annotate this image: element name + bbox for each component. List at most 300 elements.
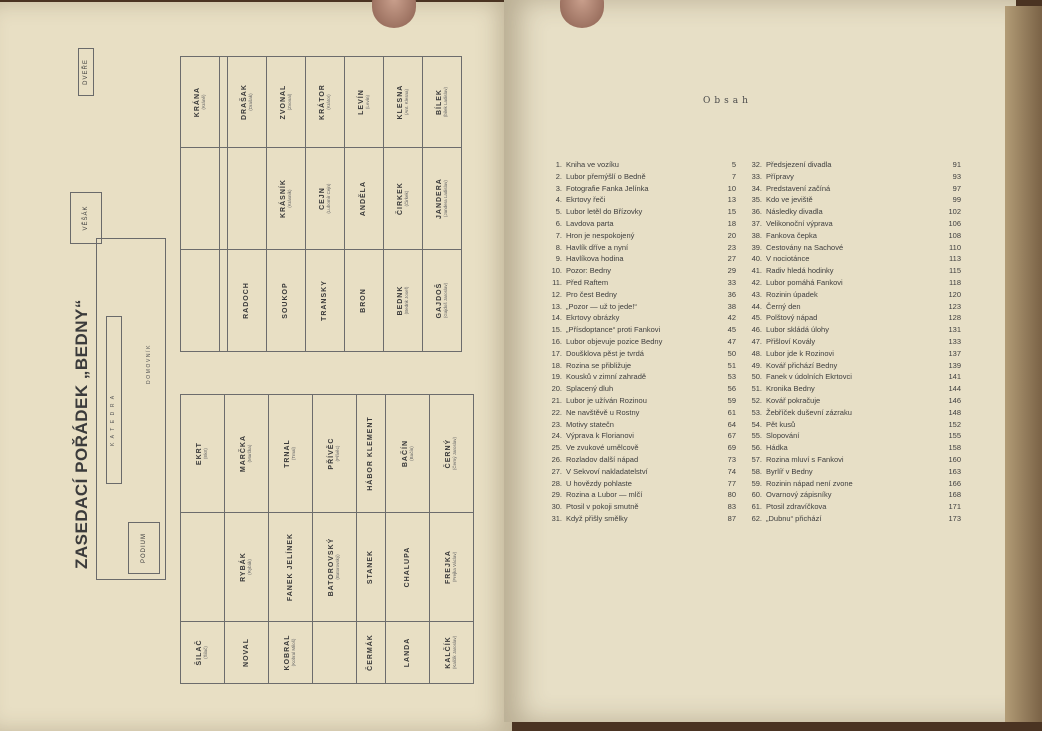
seat-subtitle: (Bačín) [408, 446, 414, 461]
box-label-1: VĚŠÁK [83, 205, 89, 231]
seat-cell [356, 621, 385, 683]
seat-cell [224, 395, 268, 513]
page-number: 10 [727, 183, 736, 193]
seat-name: GAJDOŠ [435, 282, 443, 319]
chapter-title: Kousků v zimní zahradě [566, 372, 647, 382]
chapter-number: 62. [751, 513, 762, 523]
contents-entry [748, 408, 968, 420]
box-label-2: PODIUM [141, 533, 147, 563]
chapter-number: 34. [751, 183, 762, 193]
chapter-number: 11. [552, 277, 562, 287]
seat-subtitle: (bilek Ladislav) [442, 87, 448, 118]
chapter-number: 6. [555, 218, 562, 228]
chapter-number: 29. [551, 490, 562, 500]
chapter-title: Předsjezení divadla [766, 160, 832, 169]
contents-entry [748, 160, 968, 172]
page-number: 18 [727, 218, 736, 228]
seat-cell [266, 250, 305, 352]
chapter-number: 33. [751, 171, 762, 181]
contents-entry [548, 467, 744, 479]
chapter-number: 13. [551, 301, 562, 311]
contents-entry [748, 337, 968, 349]
seat-name: BEDNK [396, 285, 404, 316]
chapter-number: 30. [551, 502, 562, 512]
contents-entry [548, 243, 744, 255]
seat-row [344, 57, 383, 352]
chapter-number: 25. [551, 443, 562, 453]
seat-row [268, 395, 312, 684]
chapter-number: 42. [751, 277, 762, 287]
chapter-title: Rozinin nápad není zvone [766, 478, 853, 488]
chapter-title: V Sekvoví nakladatelství [566, 466, 648, 476]
page-edge [1005, 6, 1042, 722]
page-number: 118 [949, 277, 961, 287]
page-number: 97 [952, 183, 961, 193]
page-number: 113 [949, 254, 961, 264]
contents-entry [748, 290, 968, 302]
seat-name: DRAŠAK [240, 84, 248, 121]
plan-title: ZASEDACÍ POŘÁDEK „BEDNY“ [72, 299, 91, 569]
page-number: 5 [731, 160, 736, 169]
page-number: 128 [948, 313, 961, 323]
seat-row [305, 57, 344, 352]
page-number: 106 [948, 218, 961, 228]
chapter-number: 16. [551, 336, 562, 346]
chapter-title: Motivy statečn [566, 419, 614, 429]
chapter-title: Ovarnový zápisníky [766, 490, 832, 500]
page-number: 87 [727, 513, 736, 523]
seat-name: ŠILAČ [196, 639, 204, 666]
katedra-label: K A T E D R A [110, 394, 116, 446]
page-number: 163 [948, 466, 961, 476]
seat-cell [429, 395, 473, 513]
seat-cell [312, 513, 356, 622]
contents-entry [548, 514, 744, 526]
seat-subtitle: (Černý Jaroslav) [452, 437, 458, 471]
chapter-title: Přišloví Kovály [766, 336, 816, 346]
page-number: 50 [727, 348, 736, 358]
seat-name: MARČKA [240, 435, 248, 473]
seat-subtitle: (Přívěc) [335, 445, 341, 462]
chapter-number: 52. [751, 395, 762, 405]
contents-entry [748, 195, 968, 207]
contents-entry [548, 361, 744, 373]
contents-entry [748, 243, 968, 255]
seat-row [224, 395, 268, 684]
chapter-title: Havlík dříve a nyní [566, 242, 629, 252]
seating-plan [68, 44, 474, 684]
chapter-title: Lubor jde k Rozinovi [766, 348, 834, 358]
seat-row [383, 57, 422, 352]
seat-name: RADOCH [243, 282, 251, 319]
chapter-title: Ekrtovy řeči [566, 195, 606, 205]
seat-name: ČIRKEK [396, 182, 404, 215]
chapter-number: 59. [751, 478, 762, 488]
page-number: 51 [727, 360, 736, 370]
seat-row [386, 395, 430, 684]
seat-row [181, 57, 220, 352]
seat-subtitle: (Frejka Václav) [452, 551, 458, 583]
seat-name: KRÁNA [194, 86, 201, 118]
chapter-number: 58. [751, 466, 762, 476]
contents-entry [548, 254, 744, 266]
chapter-number: 15. [551, 325, 562, 335]
chapter-number: 31. [551, 513, 562, 523]
chapter-number: 44. [751, 301, 762, 311]
contents-entry [748, 384, 968, 396]
corner-label: DVEŘE [83, 59, 89, 85]
contents-entry [548, 408, 744, 420]
chapter-title: Lubor objevuje pozice Bedny [566, 336, 663, 346]
seat-table-upper [180, 56, 462, 352]
chapter-title: Ptosil zdravíčkova [766, 502, 827, 512]
seat-cell [227, 148, 266, 250]
chapter-number: 22. [551, 407, 562, 417]
contents-entry [548, 372, 744, 384]
chapter-title: Fankova čepka [766, 230, 817, 240]
contents-heading: Obsah [703, 96, 752, 106]
chapter-number: 43. [751, 289, 762, 299]
seat-name: ZVONAL [279, 84, 287, 120]
contents-entry [548, 207, 744, 219]
seat-name: SOUKOP [282, 282, 290, 319]
page-number: 23 [727, 242, 736, 252]
seat-name: HÁBOR KLEMENT [367, 416, 375, 491]
page-number: 20 [727, 230, 736, 240]
page-number: 45 [727, 325, 736, 335]
chapter-title: Ptosil v pokoji smutně [566, 502, 639, 512]
seat-table-lower [180, 394, 474, 684]
seat-cell [220, 148, 228, 250]
seat-cell [422, 57, 461, 148]
box-corner [78, 48, 94, 96]
seat-name: LANDA [404, 637, 412, 668]
seat-name: BRON [360, 288, 368, 313]
page-number: 56 [727, 384, 736, 394]
chapter-number: 17. [551, 348, 562, 358]
seat-row [356, 395, 385, 684]
chapter-title: Pět kusů [766, 419, 796, 429]
chapter-title: Doušklova pěst je tvrdá [566, 348, 644, 358]
seat-row [312, 395, 356, 684]
chapter-title: Splacený dluh [566, 384, 614, 394]
seat-name: PŘÍVĚC [328, 437, 336, 470]
chapter-number: 37. [751, 218, 762, 228]
contents-entry [748, 372, 968, 384]
page-number: 115 [949, 266, 961, 276]
page-number: 64 [727, 419, 736, 429]
page-number: 148 [948, 407, 961, 417]
chapter-title: V nociotánce [766, 254, 810, 264]
page-number: 83 [727, 502, 736, 512]
page-number: 120 [948, 289, 961, 299]
contents-entry [748, 278, 968, 290]
contents-entry [748, 349, 968, 361]
contents-entry [748, 184, 968, 196]
seat-cell [422, 250, 461, 352]
seat-name: ČERMÁK [367, 634, 375, 671]
contents-entry [548, 337, 744, 349]
seat-subtitle: (Levín) [364, 95, 370, 110]
page-number: 38 [727, 301, 736, 311]
chapter-number: 61. [751, 502, 762, 512]
chapter-title: Pozor: Bedny [566, 266, 612, 276]
chapter-number: 36. [751, 207, 762, 217]
chapter-title: Když přišly smělky [566, 513, 628, 523]
page-number: 13 [727, 195, 736, 205]
seat-subtitle: (Batorovský) [335, 554, 341, 580]
chapter-title: Havlíkova hodina [566, 254, 624, 264]
seat-subtitle: (Kobral Miloš) [291, 638, 297, 667]
chapter-number: 45. [751, 313, 762, 323]
page-number: 91 [952, 160, 961, 169]
chapter-title: Polštový nápad [766, 313, 818, 323]
chapter-title: „Pozor — už to jede!“ [566, 301, 637, 311]
seat-cell [422, 148, 461, 250]
page-number: 29 [727, 266, 736, 276]
contents-entry [548, 195, 744, 207]
page-number: 42 [727, 313, 736, 323]
page-number: 99 [952, 195, 961, 205]
chapter-title: Kronika Bedny [766, 384, 815, 394]
chapter-title: Rozina a Lubor — mlčí [566, 490, 643, 500]
seat-name: JANDERA [435, 178, 443, 219]
chapter-title: „Dubnu“ přichází [766, 513, 822, 523]
chapter-title: Lubor je užíván Rozinou [566, 395, 647, 405]
chapter-number: 39. [751, 242, 762, 252]
seat-name: KLESNA [396, 84, 404, 120]
chapter-title: „Přísdoptance“ proti Fankovi [566, 325, 661, 335]
page-number: 67 [727, 431, 736, 441]
seat-cell [181, 250, 220, 352]
contents-entry [748, 431, 968, 443]
page-number: 146 [948, 395, 961, 405]
chapter-number: 20. [551, 384, 562, 394]
seat-cell [181, 148, 220, 250]
chapter-number: 27. [551, 466, 562, 476]
contents-column-b [748, 160, 968, 526]
chapter-number: 26. [551, 454, 562, 464]
chapter-number: 14. [551, 313, 562, 323]
contents-entry [548, 313, 744, 325]
seat-cell [356, 513, 385, 622]
chapter-number: 49. [751, 360, 762, 370]
contents-column-a [548, 160, 744, 526]
contents-entry [548, 219, 744, 231]
seat-subtitle: (Šilač) [203, 646, 209, 659]
chapter-number: 5. [555, 207, 562, 217]
page-number: 155 [948, 431, 961, 441]
seat-row [422, 57, 461, 352]
chapter-title: Predstavení začíná [766, 183, 831, 193]
chapter-number: 1. [555, 160, 562, 169]
seat-name: BAČÍN [401, 439, 409, 468]
seat-subtitle: (Zvonal) [286, 93, 292, 111]
contents-entry [748, 502, 968, 514]
chapter-number: 10. [551, 266, 562, 276]
chapter-number: 4. [555, 195, 562, 205]
seat-cell [268, 395, 312, 513]
page-number: 110 [949, 242, 961, 252]
contents-entry [548, 384, 744, 396]
seat-cell [386, 395, 430, 513]
contents-entry [748, 231, 968, 243]
page-number: 27 [727, 254, 736, 264]
chapter-title: Lubor skládá úlohy [766, 325, 829, 335]
chapter-number: 60. [751, 490, 762, 500]
contents-entry [548, 443, 744, 455]
chapter-title: Lubor letěl do Břízovky [566, 207, 643, 217]
contents-entry [548, 396, 744, 408]
chapter-title: Kdo ve jeviště [766, 195, 813, 205]
chapter-title: Fanek v údolních Ekrtovci [766, 372, 852, 382]
chapter-number: 32. [751, 160, 762, 169]
contents-entry [748, 490, 968, 502]
page-number: 158 [948, 443, 961, 453]
chapter-title: Následky divadla [766, 207, 823, 217]
chapter-number: 28. [551, 478, 562, 488]
page-number: 102 [948, 207, 961, 217]
seat-cell [429, 513, 473, 622]
seat-name: TRNAL [284, 439, 292, 468]
page-number: 108 [948, 230, 961, 240]
page-number: 137 [948, 348, 961, 358]
contents-entry [548, 420, 744, 432]
seat-name: ČERNÝ [445, 438, 453, 469]
page-number: 173 [948, 513, 961, 523]
chapter-title: Před Raftem [566, 277, 609, 287]
seat-row [429, 395, 473, 684]
contents-entry [748, 325, 968, 337]
contents-entry [548, 184, 744, 196]
seat-name: KRÁSNÍK [279, 179, 287, 219]
seat-row [220, 57, 228, 352]
contents-entry [548, 172, 744, 184]
contents-entry [548, 349, 744, 361]
seat-cell [356, 395, 385, 513]
seat-cell [224, 513, 268, 622]
contents-entry [548, 502, 744, 514]
chapter-title: Ekrtovy obrázky [566, 313, 620, 323]
chapter-title: Výprava k Florianovi [566, 431, 634, 441]
chapter-title: Přípravy [766, 171, 794, 181]
page-number: 144 [948, 384, 961, 394]
contents-entry [748, 219, 968, 231]
seat-cell [268, 513, 312, 622]
chapter-title: Lavdova parta [566, 218, 614, 228]
chapter-number: 47. [751, 336, 762, 346]
seat-subtitle: (Jandera Ladislav) [442, 180, 448, 218]
seat-cell [181, 621, 225, 683]
chapter-title: Černý den [766, 301, 801, 311]
box-podium [128, 522, 160, 574]
chapter-number: 40. [751, 254, 762, 264]
seat-cell [344, 148, 383, 250]
chapter-number: 48. [751, 348, 762, 358]
contents-entry [548, 231, 744, 243]
seat-cell [181, 513, 225, 622]
contents-entry [748, 313, 968, 325]
contents-entry [548, 325, 744, 337]
seat-cell [344, 250, 383, 352]
chapter-number: 56. [751, 443, 762, 453]
seat-cell [386, 621, 430, 683]
contents-entry [748, 396, 968, 408]
seat-cell [227, 250, 266, 352]
chapter-number: 54. [751, 419, 762, 429]
seat-subtitle: (Gajdoš Jaroslav) [442, 282, 448, 319]
seat-cell [220, 250, 228, 352]
page-number: 53 [727, 372, 736, 382]
chapter-number: 21. [551, 395, 562, 405]
chapter-number: 24. [551, 431, 562, 441]
contents-entry [548, 290, 744, 302]
chapter-number: 51. [751, 384, 762, 394]
contents-entry [548, 160, 744, 172]
contents-entry [748, 266, 968, 278]
page-number: 152 [948, 419, 961, 429]
chapter-number: 35. [751, 195, 762, 205]
seat-name: STANEK [367, 549, 375, 585]
seat-cell [383, 250, 422, 352]
page-number: 47 [727, 336, 736, 346]
contents-entry [748, 443, 968, 455]
seat-cell [383, 57, 422, 148]
chapter-title: Pro čest Bedny [566, 289, 617, 299]
seat-name: FREJKA [445, 550, 453, 585]
contents-entry [548, 302, 744, 314]
chapter-number: 57. [751, 454, 762, 464]
seat-cell [305, 148, 344, 250]
page-number: 80 [727, 490, 736, 500]
chapter-title: Slopování [766, 431, 800, 441]
seat-name: FANEK JELÍNEK [286, 532, 294, 602]
seat-cell [266, 148, 305, 250]
seat-cell [220, 57, 228, 148]
chapter-title: U hovězdy pohlaste [566, 478, 632, 488]
box-vesak [70, 192, 102, 244]
page-number: 139 [948, 360, 961, 370]
contents-entry [748, 361, 968, 373]
seat-subtitle: (Rybák) [247, 559, 253, 575]
seat-name: ANDĚLA [360, 180, 368, 217]
chapter-number: 3. [555, 183, 562, 193]
page-number: 36 [727, 289, 736, 299]
chapter-title: Rozina mluví s Fankovi [766, 454, 844, 464]
contents-entry [548, 490, 744, 502]
seat-cell [312, 621, 356, 683]
chapter-title: Ve zvukové umělcově [566, 443, 639, 453]
seat-cell [305, 250, 344, 352]
page-number: 73 [727, 454, 736, 464]
page-number: 74 [727, 466, 736, 476]
chapter-number: 53. [751, 407, 762, 417]
seat-name: RYBÁK [240, 552, 248, 582]
seat-cell [429, 621, 473, 683]
page-number: 7 [731, 171, 736, 181]
contents-entry [748, 302, 968, 314]
seat-subtitle: (Kalčík Jaroslav) [452, 635, 458, 670]
page-number: 93 [952, 171, 961, 181]
chapter-number: 55. [751, 431, 762, 441]
chapter-number: 9. [555, 254, 562, 264]
chapter-title: Kovář pokračuje [766, 395, 821, 405]
chapter-title: Byrlíř v Bedny [766, 466, 813, 476]
page-number: 123 [948, 301, 961, 311]
chapter-title: Žebříček duševní zázraku [766, 407, 852, 417]
chapter-title: Velikonoční výprava [766, 218, 833, 228]
chapter-number: 23. [551, 419, 562, 429]
